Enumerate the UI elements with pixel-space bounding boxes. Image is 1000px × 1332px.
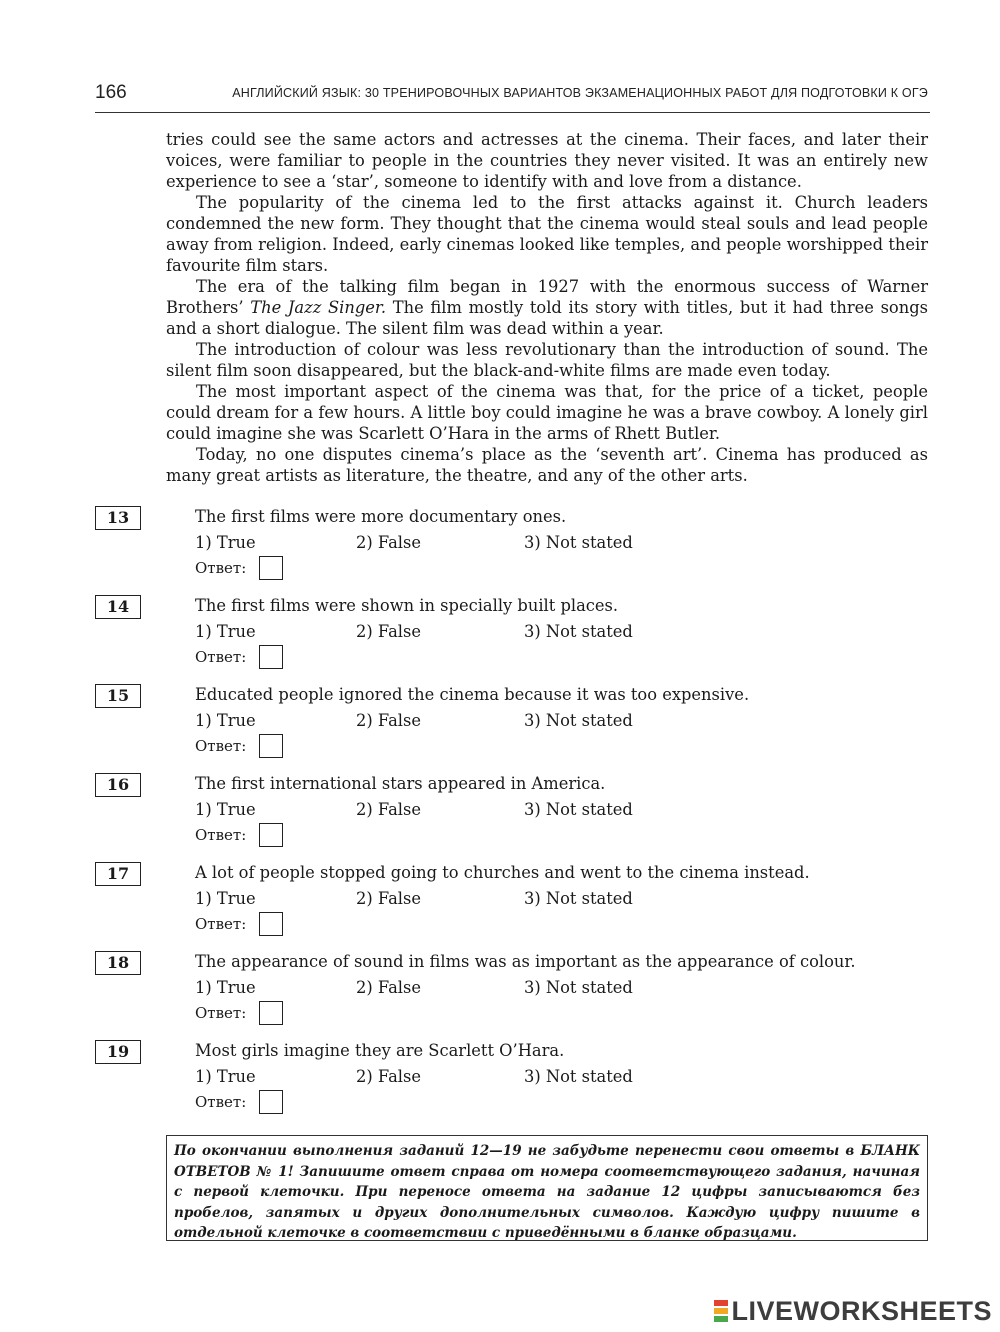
option-true: 1) True xyxy=(195,1067,256,1086)
answer-input[interactable] xyxy=(259,1090,283,1114)
passage-paragraph: tries could see the same actors and actresses at the cinema. Their faces, and later their voices, were familiar to people in the countries they never visited. It was an entirely new experience to see a ‘star’, someone to identify with and love from a distance. xyxy=(166,130,928,191)
passage-paragraph: The popularity of the cinema led to the first attacks against it. Church leaders condemned the new form. They thought that the cinema would steal souls and lead people away from religion. Indeed, early cinemas looked like temples, and people worshipped their favourite film stars. xyxy=(166,193,928,275)
option-not-stated: 3) Not stated xyxy=(524,622,633,641)
option-true: 1) True xyxy=(195,978,256,997)
passage-text: The era of the talking film began in 1927 with the enormous success of Warner Brothers’ xyxy=(166,277,928,317)
answer-label: Ответ: xyxy=(195,648,247,666)
question-18 xyxy=(0,951,1000,1041)
question-number: 17 xyxy=(95,862,141,886)
question-13 xyxy=(0,506,1000,596)
question-15 xyxy=(0,684,1000,774)
question-16 xyxy=(0,773,1000,863)
question-text: A lot of people stopped going to churches and went to the cinema instead. xyxy=(195,863,810,882)
question-number: 19 xyxy=(95,1040,141,1064)
option-true: 1) True xyxy=(195,622,256,641)
logo-icon xyxy=(714,1299,728,1323)
question-number: 15 xyxy=(95,684,141,708)
question-17 xyxy=(0,862,1000,952)
answer-input[interactable] xyxy=(259,823,283,847)
question-text: Educated people ignored the cinema because it was too expensive. xyxy=(195,685,750,704)
answer-input[interactable] xyxy=(259,912,283,936)
passage-paragraph: The most important aspect of the cinema was that, for the price of a ticket, people could dream for a few hours. A little boy could imagine he was a brave cowboy. A lonely girl could imagine she was Scarlett O’Hara in the arms of Rhett Butler. xyxy=(166,382,928,443)
option-true: 1) True xyxy=(195,800,256,819)
option-false: 2) False xyxy=(356,800,421,819)
question-text: The first international stars appeared in America. xyxy=(195,774,606,793)
answer-label: Ответ: xyxy=(195,737,247,755)
reading-passage xyxy=(166,129,928,486)
question-text: The appearance of sound in films was as important as the appearance of colour. xyxy=(195,952,856,971)
option-true: 1) True xyxy=(195,889,256,908)
logo-bar xyxy=(714,1308,728,1314)
question-text: The first films were shown in specially built places. xyxy=(195,596,619,615)
instructions-notice: По окончании выполнения заданий 12—19 не забудьте перенести свои ответы в БЛАНК ОТВЕТОВ № 1! Запишите ответ справа от номера соответствующего задания, начиная с первой клеточки. При переносе ответа на задание 12 цифры записываются без пробелов, запятых и других дополнительных символов. Каждую цифру пишите в отдельной клеточке в соответствии с приведёнными в бланке образцами. xyxy=(166,1135,928,1241)
question-text: Most girls imagine they are Scarlett O’Hara. xyxy=(195,1041,565,1060)
answer-input[interactable] xyxy=(259,1001,283,1025)
answer-input[interactable] xyxy=(259,556,283,580)
answer-label: Ответ: xyxy=(195,1004,247,1022)
answer-label: Ответ: xyxy=(195,559,247,577)
option-false: 2) False xyxy=(356,622,421,641)
option-not-stated: 3) Not stated xyxy=(524,533,633,552)
question-number: 14 xyxy=(95,595,141,619)
option-false: 2) False xyxy=(356,1067,421,1086)
option-not-stated: 3) Not stated xyxy=(524,978,633,997)
option-true: 1) True xyxy=(195,711,256,730)
passage-text: The film mostly told its story with titles, but it had three songs and a short dialogue. The silent film was dead within a year. xyxy=(166,298,928,338)
question-number: 13 xyxy=(95,506,141,530)
liveworksheets-logo xyxy=(714,1296,992,1326)
question-19 xyxy=(0,1040,1000,1130)
answer-label: Ответ: xyxy=(195,1093,247,1111)
answer-input[interactable] xyxy=(259,645,283,669)
option-not-stated: 3) Not stated xyxy=(524,889,633,908)
question-number: 18 xyxy=(95,951,141,975)
option-false: 2) False xyxy=(356,711,421,730)
option-false: 2) False xyxy=(356,978,421,997)
option-not-stated: 3) Not stated xyxy=(524,1067,633,1086)
answer-label: Ответ: xyxy=(195,915,247,933)
question-14 xyxy=(0,595,1000,685)
passage-paragraph: Today, no one disputes cinema’s place as the ‘seventh art’. Cinema has produced as many great artists as literature, the theatre, and any of the other arts. xyxy=(166,445,928,485)
option-not-stated: 3) Not stated xyxy=(524,800,633,819)
answer-label: Ответ: xyxy=(195,826,247,844)
page-number: 166 xyxy=(95,82,127,103)
logo-bar xyxy=(714,1300,728,1306)
passage-paragraph: The introduction of colour was less revolutionary than the introduction of sound. The silent film soon disappeared, but the black-and-white films are made even today. xyxy=(166,340,928,380)
option-false: 2) False xyxy=(356,533,421,552)
option-not-stated: 3) Not stated xyxy=(524,711,633,730)
option-true: 1) True xyxy=(195,533,256,552)
answer-input[interactable] xyxy=(259,734,283,758)
logo-text: LIVEWORKSHEETS xyxy=(731,1295,992,1326)
page-header xyxy=(95,80,930,113)
logo-bar xyxy=(714,1316,728,1322)
question-number: 16 xyxy=(95,773,141,797)
passage-paragraph xyxy=(166,276,928,339)
option-false: 2) False xyxy=(356,889,421,908)
book-title: АНГЛИЙСКИЙ ЯЗЫК: 30 ТРЕНИРОВОЧНЫХ ВАРИАНТОВ ЭКЗАМЕНАЦИОННЫХ РАБОТ ДЛЯ ПОДГОТОВКИ К ОГЭ xyxy=(232,86,928,100)
question-text: The first films were more documentary ones. xyxy=(195,507,567,526)
film-title: The Jazz Singer. xyxy=(250,298,387,317)
